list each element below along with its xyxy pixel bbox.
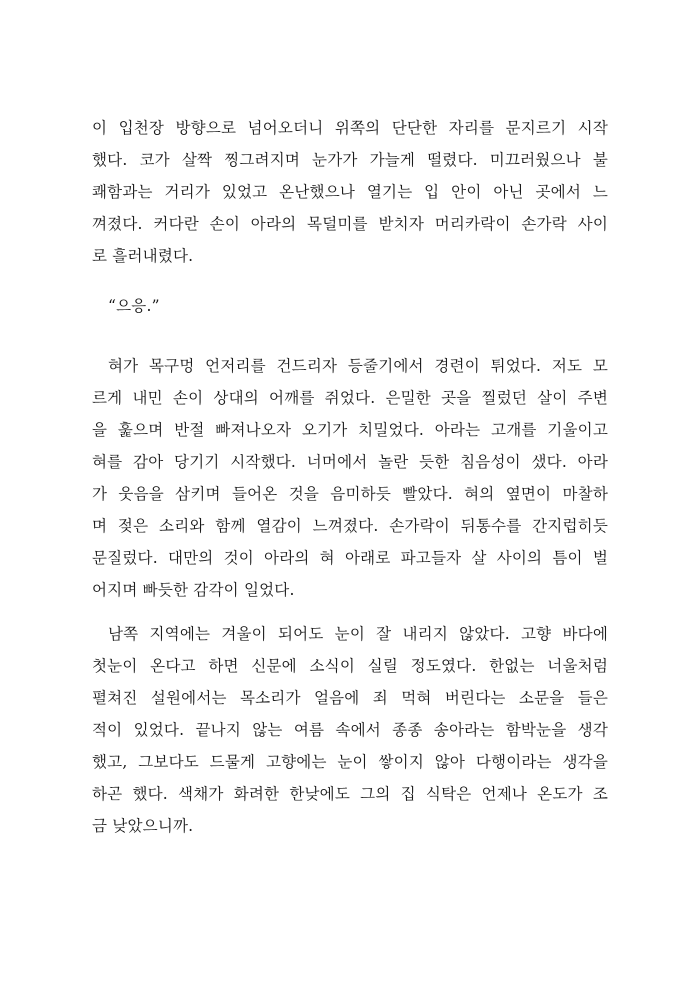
paragraph-line: 어지며 빠듯한 감각이 일었다. [92, 581, 295, 599]
paragraph-line: 펼쳐진 설원에서는 목소리가 얼음에 죄 먹혀 버린다는 소문을 들은 [92, 689, 608, 707]
paragraph-line: 하곤 했다. 색채가 화려한 한낮에도 그의 집 식탁은 언제나 온도가 조 [92, 785, 608, 803]
paragraph-4 [92, 618, 608, 842]
paragraph-3 [92, 350, 608, 606]
paragraph-line: 쾌함과는 거리가 있었고 온난했으나 열기는 입 안이 아닌 곳에서 느 [92, 183, 608, 201]
paragraph-line: 했고, 그보다도 드물게 고향에는 눈이 쌓이지 않아 다행이라는 생각을 [92, 753, 608, 771]
paragraph-line: 며 젖은 소리와 함께 열감이 느껴졌다. 손가락이 뒤통수를 간지럽히듯 [92, 517, 608, 535]
paragraph-line: 혀를 감아 당기기 시작했다. 너머에서 놀란 듯한 침음성이 샜다. 아라 [92, 453, 608, 471]
paragraph-line: 첫눈이 온다고 하면 신문에 소식이 실릴 정도였다. 한없는 너울처럼 [92, 657, 608, 675]
paragraph-line: 가 웃음을 삼키며 들어온 것을 음미하듯 빨았다. 혀의 옆면이 마찰하 [92, 485, 608, 503]
paragraph-line: 적이 있었다. 끝나지 않는 여름 속에서 종종 송아라는 함박눈을 생각 [92, 721, 608, 739]
paragraph-line: 이 입천장 방향으로 넘어오더니 위쪽의 단단한 자리를 문지르기 시작 [92, 119, 608, 137]
paragraph-line: 르게 내민 손이 상대의 어깨를 쥐었다. 은밀한 곳을 찔렀던 살이 주변 [92, 389, 608, 407]
dialogue-line: “으응.” [108, 297, 160, 315]
paragraph-1 [92, 112, 608, 272]
paragraph-line: 로 흘러내렸다. [92, 247, 194, 265]
paragraph-line: 혀가 목구멍 언저리를 건드리자 등줄기에서 경련이 튀었다. 저도 모 [108, 357, 608, 375]
paragraph-2-dialogue [92, 290, 608, 322]
paragraph-line: 했다. 코가 살짝 찡그려지며 눈가가 가늘게 떨렸다. 미끄러웠으나 불 [92, 151, 608, 169]
paragraph-line: 문질렀다. 대만의 것이 아라의 혀 아래로 파고들자 살 사이의 틈이 벌 [92, 549, 608, 567]
paragraph-line: 남쪽 지역에는 겨울이 되어도 눈이 잘 내리지 않았다. 고향 바다에 [108, 625, 608, 643]
paragraph-line: 껴졌다. 커다란 손이 아라의 목덜미를 받치자 머리카락이 손가락 사이 [92, 215, 608, 233]
paragraph-line: 금 낮았으니까. [92, 817, 194, 835]
paragraph-line: 을 훑으며 반절 빠져나오자 오기가 치밀었다. 아라는 고개를 기울이고 [92, 421, 608, 439]
